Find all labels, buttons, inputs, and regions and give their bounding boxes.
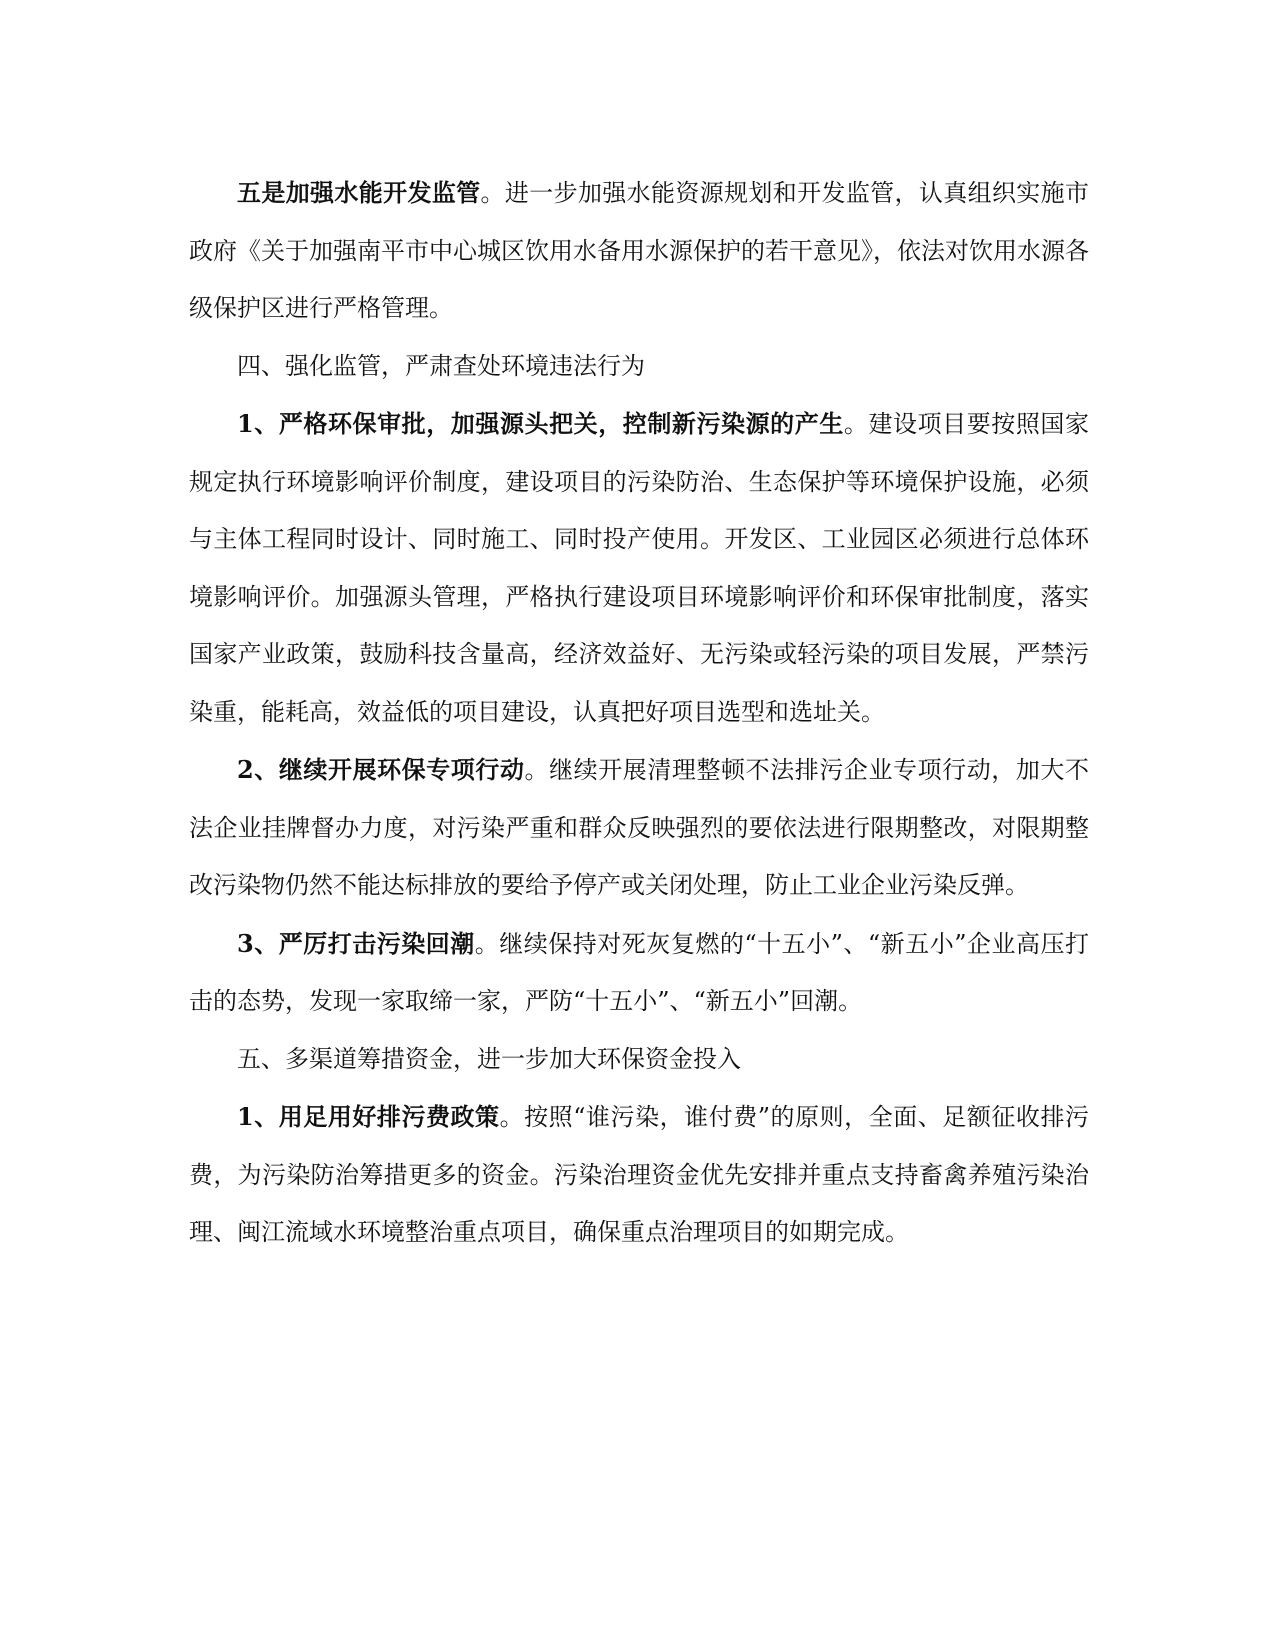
paragraph-special-action	[189, 741, 1089, 915]
section-heading-4	[189, 338, 1089, 396]
paragraph-pollution-rebound	[189, 915, 1089, 1031]
paragraph-text: 。按照“谁污染，谁付费”的原则，全面、足额征收排污费，为污染防治筹措更多的资金。污染治理资金优先安排并重点支持畜禽养殖污染治理、闽江流域水环境整治重点项目，确保重点治理项目的如期完成。	[189, 1103, 1089, 1246]
paragraph-discharge-fee	[189, 1088, 1089, 1262]
paragraph-hydropower-supervision	[189, 164, 1089, 338]
paragraph-text: 五、多渠道筹措资金，进一步加大环保资金投入	[237, 1044, 741, 1073]
paragraph-lead-bold: 2、继续开展环保专项行动	[237, 755, 525, 784]
paragraph-lead-bold: 1、用足用好排污费政策	[237, 1102, 500, 1131]
section-heading-5	[189, 1031, 1089, 1089]
paragraph-text: 。进一步加强水能资源规划和开发监管，认真组织实施市政府《关于加强南平市中心城区饮用水备用水源保护的若干意见》，依法对饮用水源各级保护区进行严格管理。	[189, 179, 1089, 322]
paragraph-eia-approval	[189, 395, 1089, 741]
document-body	[189, 164, 1089, 1262]
paragraph-text: 。继续保持对死灰复燃的“十五小”、“新五小”企业高压打击的态势，发现一家取缔一家，严防“十五小”、“新五小”回潮。	[189, 929, 1089, 1015]
paragraph-text: 。建设项目要按照国家规定执行环境影响评价制度，建设项目的污染防治、生态保护等环境保护设施，必须与主体工程同时设计、同时施工、同时投产使用。开发区、工业园区必须进行总体环境影响评价。加强源头管理，严格执行建设项目环境影响评价和环保审批制度，落实国家产业政策，鼓励科技含量高，经济效益好、无污染或轻污染的项目发展，严禁污染重，能耗高，效益低的项目建设，认真把好项目选型和选址关。	[189, 410, 1089, 726]
paragraph-text: 。继续开展清理整顿不法排污企业专项行动，加大不法企业挂牌督办力度，对污染严重和群众反映强烈的要依法进行限期整改，对限期整改污染物仍然不能达标排放的要给予停产或关闭处理，防止工业企业污染反弹。	[189, 756, 1090, 899]
paragraph-text: 四、强化监管，严肃查处环境违法行为	[237, 351, 645, 380]
paragraph-lead-bold: 五是加强水能开发监管	[237, 178, 481, 207]
paragraph-lead-bold: 3、严厉打击污染回潮	[237, 928, 475, 958]
paragraph-lead-bold: 1、严格环保审批，加强源头把关，控制新污染源的产生	[237, 409, 844, 438]
